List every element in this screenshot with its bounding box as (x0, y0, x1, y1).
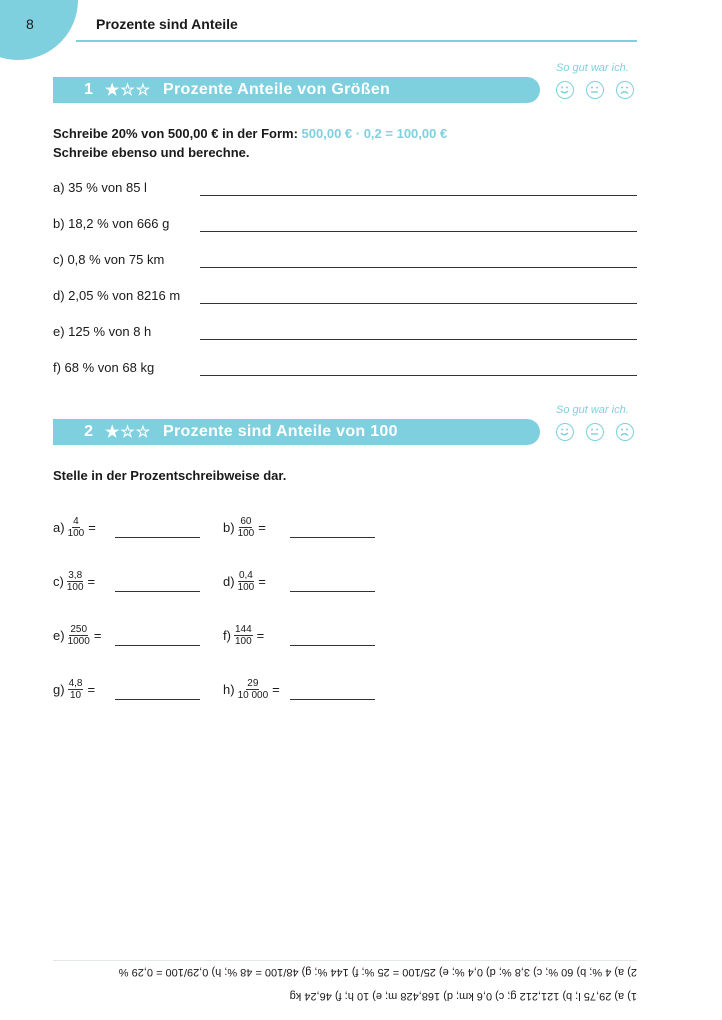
equals-sign: = (256, 628, 265, 643)
fraction-item-b (223, 516, 266, 539)
fraction (238, 516, 255, 539)
exercise-2-number: 2 (84, 423, 93, 440)
numerator: 4 (73, 516, 79, 527)
fraction-item-f (223, 624, 264, 647)
fraction-item-h (223, 678, 280, 701)
difficulty-stars: ★☆☆ (105, 424, 152, 441)
denominator: 100 (237, 528, 255, 539)
answer-line-b[interactable] (200, 231, 637, 232)
denominator: 1000 (67, 636, 90, 647)
equals-sign: = (87, 682, 96, 697)
equals-sign: = (87, 574, 96, 589)
item-label: f) (223, 628, 231, 643)
neutral-face-icon[interactable] (586, 81, 604, 99)
item-label: e) (53, 628, 65, 643)
fraction-item-c (53, 570, 95, 593)
instruction-example: 500,00 € · 0,2 = 100,00 € (301, 126, 448, 141)
item-label: a) (53, 520, 65, 535)
answer-line-d[interactable] (200, 303, 637, 304)
page-number: 8 (26, 16, 34, 32)
denominator: 100 (67, 528, 85, 539)
task-c-label: c) 0,8 % von 75 km (53, 252, 165, 267)
answer-line-2b[interactable] (290, 537, 375, 538)
answer-line-2c[interactable] (115, 591, 200, 592)
answer-line-2a[interactable] (115, 537, 200, 538)
item-label: c) (53, 574, 64, 589)
fraction (238, 678, 269, 701)
numerator: 29 (247, 678, 259, 689)
answer-line-f[interactable] (200, 375, 637, 376)
exercise-1-banner (53, 77, 540, 103)
item-label: h) (223, 682, 235, 697)
numerator: 0,4 (238, 570, 253, 581)
answer-line-a[interactable] (200, 195, 637, 196)
exercise-1-title: Prozente Anteile von Größen (163, 81, 391, 98)
numerator: 3,8 (68, 570, 83, 581)
answers-line-2: 2) a) 4 %; b) 60 %; c) 3,8 %; d) 0,4 %; e) 25/100 = 25 %; f) 144 %; g) 48/100 = 48 %; h) 0,29/100 = 0,29 % (118, 966, 637, 978)
answer-line-2g[interactable] (115, 699, 200, 700)
answer-line-2e[interactable] (115, 645, 200, 646)
exercise-1-instruction-2: Schreibe ebenso und berechne. (53, 145, 250, 160)
task-f-label: f) 68 % von 68 kg (53, 360, 155, 375)
difficulty-stars: ★☆☆ (105, 82, 152, 99)
denominator: 10 000 (237, 690, 269, 701)
task-d-label: d) 2,05 % von 8216 m (53, 288, 181, 303)
fraction-item-e (53, 624, 101, 647)
equals-sign: = (272, 682, 280, 697)
item-label: b) (223, 520, 235, 535)
numerator: 144 (234, 624, 252, 635)
fraction-item-g (53, 678, 95, 701)
answers-line-1: 1) a) 29,75 l; b) 121,212 g; c) 0,6 km; d) 168,428 m; e) 10 h; f) 46,24 kg (289, 990, 637, 1002)
header-rule (76, 40, 637, 42)
answer-line-2d[interactable] (290, 591, 375, 592)
instruction-text: Schreibe 20% von 500,00 € in der Form: (53, 126, 302, 141)
numerator: 250 (70, 624, 88, 635)
self-rating-label: So gut war ich. (556, 404, 629, 416)
task-a-label: a) 35 % von 85 l (53, 180, 147, 195)
footer-rule (53, 960, 637, 961)
equals-sign: = (258, 520, 266, 535)
equals-sign: = (258, 574, 266, 589)
smile-face-icon[interactable] (556, 81, 574, 99)
task-e-label: e) 125 % von 8 h (53, 324, 152, 339)
self-rating-label: So gut war ich. (556, 62, 629, 74)
answer-line-e[interactable] (200, 339, 637, 340)
fraction-item-a (53, 516, 96, 539)
fraction (238, 570, 255, 593)
chapter-title: Prozente sind Anteile (96, 16, 238, 32)
smile-face-icon[interactable] (556, 423, 574, 441)
sad-face-icon[interactable] (616, 81, 634, 99)
fraction (67, 570, 84, 593)
fraction-item-d (223, 570, 266, 593)
equals-sign: = (88, 520, 96, 535)
exercise-2-title: Prozente sind Anteile von 100 (163, 423, 398, 440)
item-label: g) (53, 682, 65, 697)
fraction (68, 624, 90, 647)
exercise-2-instruction: Stelle in der Prozentschreibweise dar. (53, 468, 287, 483)
answer-line-2f[interactable] (290, 645, 375, 646)
fraction (234, 624, 253, 647)
exercise-1-instruction (53, 126, 447, 141)
denominator: 10 (69, 690, 82, 701)
answer-line-c[interactable] (200, 267, 637, 268)
page-corner-circle (0, 0, 78, 60)
denominator: 100 (237, 582, 255, 593)
denominator: 100 (66, 582, 84, 593)
item-label: d) (223, 574, 235, 589)
numerator: 60 (240, 516, 252, 527)
exercise-2-banner (53, 419, 540, 445)
answer-line-2h[interactable] (290, 699, 375, 700)
fraction (68, 678, 84, 701)
denominator: 100 (234, 636, 252, 647)
sad-face-icon[interactable] (616, 423, 634, 441)
numerator: 4,8 (68, 678, 83, 689)
neutral-face-icon[interactable] (586, 423, 604, 441)
exercise-1-number: 1 (84, 81, 93, 98)
fraction (68, 516, 85, 539)
equals-sign: = (93, 628, 102, 643)
task-b-label: b) 18,2 % von 666 g (53, 216, 170, 231)
